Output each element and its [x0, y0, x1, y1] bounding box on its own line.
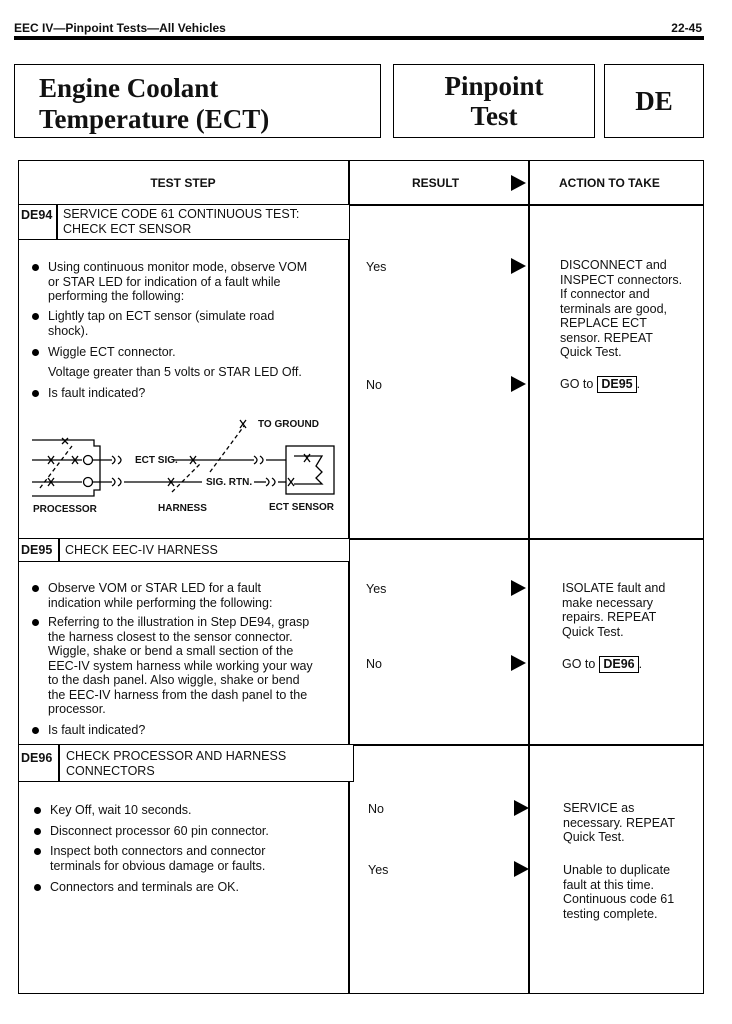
- list-item: [32, 581, 272, 610]
- label-sig-rtn: SIG. RTN.: [206, 477, 253, 488]
- goto-action: GO to DE96 .: [562, 657, 643, 671]
- bullet-text: terminals for obvious damage or faults.: [50, 858, 266, 873]
- list-item: [32, 723, 145, 738]
- pinpoint-label-line-1: Pinpoint: [444, 71, 544, 101]
- bullet-text: to the dash panel. Also wiggle, shake or bend: [48, 673, 300, 687]
- list-item: [34, 824, 269, 839]
- bullet-text: indication while performing the following:: [48, 595, 273, 610]
- bullet-text: Using continuous monitor mode, observe VOM: [48, 260, 308, 274]
- bullet-text: Connectors and terminals are OK.: [50, 880, 239, 894]
- goto-step-ref[interactable]: DE95: [597, 376, 636, 393]
- list-item: [32, 309, 274, 338]
- column-divider-result: [348, 160, 350, 994]
- goto-action: GO to DE95 .: [560, 377, 641, 391]
- processor-outline: [32, 440, 100, 496]
- list-item: [34, 844, 265, 873]
- action-text: [563, 863, 674, 921]
- step-code: DE95: [21, 543, 53, 557]
- arrow-icon: [511, 655, 526, 671]
- col-header-result: RESULT: [412, 176, 460, 190]
- action-line: If connector and: [560, 287, 650, 301]
- list-item: [32, 615, 313, 717]
- step-title: CHECK EEC-IV HARNESS: [65, 543, 218, 557]
- action-text: [563, 801, 675, 845]
- result-no: No: [366, 378, 382, 392]
- label-harness: HARNESS: [158, 503, 207, 514]
- bullet-text: performing the following:: [48, 289, 185, 303]
- action-line: repairs. REPEAT: [562, 610, 657, 624]
- bullet-text: Lightly tap on ECT sensor (simulate road: [48, 309, 275, 323]
- bullet-text: Referring to the illustration in Step DE94, grasp: [48, 615, 310, 629]
- action-line: testing complete.: [563, 906, 658, 921]
- label-ect-sensor: ECT SENSOR: [269, 502, 335, 513]
- action-line: ISOLATE fault and: [562, 581, 666, 595]
- terminal-icon: [84, 478, 93, 487]
- action-line: fault at this time.: [563, 877, 655, 892]
- bullet-text: Observe VOM or STAR LED for a fault: [48, 581, 262, 595]
- probe-to-ground: [210, 426, 244, 472]
- bullet-icon: [34, 848, 41, 855]
- list-item: [32, 345, 176, 360]
- bullet-text: the harness closest to the sensor connector.: [48, 629, 293, 644]
- result-yes: Yes: [366, 582, 387, 596]
- ect-sensor-outline: [286, 446, 334, 494]
- list-item: [32, 260, 307, 304]
- col-header-test-step: TEST STEP: [150, 176, 216, 190]
- arrow-icon: [511, 258, 526, 274]
- bullet-text: shock).: [48, 323, 89, 338]
- running-header: EEC IV—Pinpoint Tests—All Vehicles: [14, 21, 226, 35]
- bullet-icon: [32, 619, 39, 626]
- action-line: Continuous code 61: [563, 892, 675, 906]
- action-line: SERVICE as: [563, 801, 635, 815]
- bullet-icon: [34, 807, 41, 814]
- label-ect-sig: ECT SIG.: [135, 455, 178, 466]
- step-code-divider: [56, 204, 58, 240]
- bullet-text: the EEC-IV harness from the dash panel to the: [48, 687, 308, 702]
- pinpoint-label-line-2: Test: [470, 101, 518, 131]
- bullet-icon: [32, 585, 39, 592]
- page-number: 22-45: [671, 21, 702, 35]
- bullet-text: processor.: [48, 702, 106, 716]
- action-line: Quick Test.: [563, 830, 625, 844]
- step-code: DE94: [21, 208, 53, 222]
- action-text: [562, 581, 665, 639]
- bullet-icon: [34, 828, 41, 835]
- action-line: terminals are good,: [560, 301, 668, 316]
- action-line: DISCONNECT and: [560, 258, 667, 272]
- result-no: No: [366, 657, 382, 671]
- action-line: necessary. REPEAT: [563, 815, 676, 830]
- action-text: [560, 258, 682, 360]
- bullet-text: EEC-IV system harness while working your way: [48, 658, 313, 673]
- test-code-box: DE: [604, 64, 704, 138]
- bullet-text: Key Off, wait 10 seconds.: [50, 803, 192, 817]
- action-line: INSPECT connectors.: [560, 272, 683, 287]
- col-header-action: ACTION TO TAKE: [559, 176, 660, 190]
- action-line: make necessary: [562, 595, 654, 610]
- result-yes: Yes: [368, 863, 389, 877]
- arrow-icon: [514, 861, 529, 877]
- goto-label: GO to: [560, 377, 594, 391]
- arrow-icon: [511, 175, 526, 191]
- bullet-icon: [32, 313, 39, 320]
- bullet-text: Inspect both connectors and connector: [50, 844, 266, 858]
- terminal-icon: [84, 456, 93, 465]
- bullet-text: Wiggle, shake or bend a small section of the: [48, 644, 294, 658]
- test-title-line-2: Temperature (ECT): [39, 104, 270, 134]
- label-to-ground: TO GROUND: [258, 419, 319, 430]
- bullet-icon: [32, 390, 39, 397]
- bullet-icon: [32, 264, 39, 271]
- step-title-line: CHECK ECT SENSOR: [63, 222, 192, 236]
- bullet-icon: [32, 349, 39, 356]
- pinpoint-test-box: [393, 64, 595, 138]
- arrow-icon: [511, 376, 526, 392]
- bullet-text: Disconnect processor 60 pin connector.: [50, 824, 269, 838]
- action-line: sensor. REPEAT: [560, 330, 653, 345]
- step-code-divider: [58, 538, 60, 562]
- list-item: [34, 880, 239, 895]
- result-no: No: [368, 802, 384, 816]
- bullet-text: Is fault indicated?: [48, 386, 146, 400]
- label-processor: PROCESSOR: [33, 504, 97, 515]
- goto-label: GO to: [562, 657, 596, 671]
- arrow-icon: [514, 800, 529, 816]
- action-line: REPLACE ECT: [560, 316, 647, 330]
- step-code-divider: [58, 744, 60, 782]
- bullet-icon: [34, 884, 41, 891]
- step-title: [63, 207, 299, 237]
- action-line: Quick Test.: [562, 624, 624, 639]
- step-title: [66, 749, 286, 779]
- step-title-line: CONNECTORS: [66, 764, 155, 778]
- bullet-text: or STAR LED for indication of a fault while: [48, 274, 281, 289]
- list-item: [32, 386, 145, 401]
- action-line: Unable to duplicate: [563, 863, 671, 877]
- bullet-icon: [32, 727, 39, 734]
- goto-step-ref[interactable]: DE96: [599, 656, 638, 673]
- header-rule: [14, 36, 704, 40]
- step-title-line: SERVICE CODE 61 CONTINUOUS TEST:: [63, 207, 300, 221]
- result-yes: Yes: [366, 260, 387, 274]
- list-item: [34, 803, 192, 818]
- note-text: Voltage greater than 5 volts or STAR LED Off.: [48, 365, 302, 379]
- test-title-line-1: Engine Coolant: [39, 73, 219, 103]
- bullet-text: Wiggle ECT connector.: [48, 345, 176, 359]
- bullet-text: Is fault indicated?: [48, 723, 146, 737]
- step-code: DE96: [21, 751, 53, 765]
- action-line: Quick Test.: [560, 345, 622, 359]
- test-title-box: [14, 64, 381, 138]
- arrow-icon: [511, 580, 526, 596]
- step-title-line: CHECK PROCESSOR AND HARNESS: [66, 749, 287, 763]
